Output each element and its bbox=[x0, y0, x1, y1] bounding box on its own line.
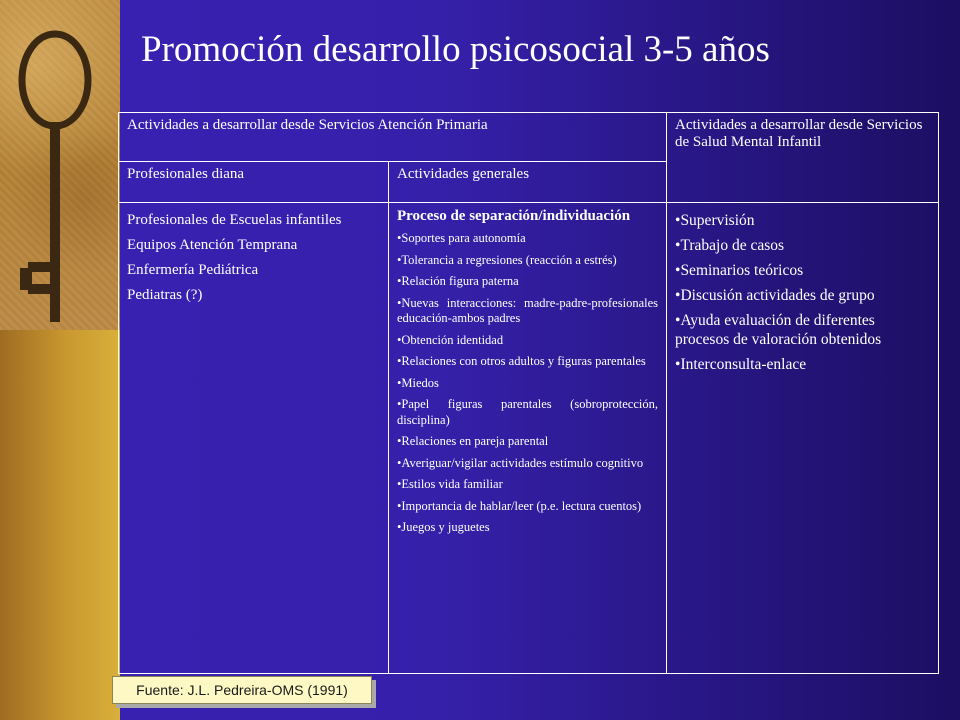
list-item: • Ayuda evaluación de diferentes procesos de valoración obtenidos bbox=[675, 311, 930, 349]
list-item: • Trabajo de casos bbox=[675, 236, 930, 255]
list-item: • Relaciones con otros adultos y figuras parentales bbox=[397, 354, 658, 370]
subheader-general-activities: Actividades generales bbox=[389, 162, 667, 203]
list-item: • Relación figura paterna bbox=[397, 274, 658, 290]
slide-title: Promoción desarrollo psicosocial 3-5 años bbox=[141, 29, 770, 70]
target-professionals-cell bbox=[119, 203, 389, 674]
source-citation: Fuente: J.L. Pedreira-OMS (1991) bbox=[112, 676, 372, 704]
list-item: • Papel figuras parentales (sobroprotección, disciplina) bbox=[397, 397, 658, 428]
list-item: Enfermería Pediátrica bbox=[127, 262, 259, 278]
list-item: • Juegos y juguetes bbox=[397, 520, 658, 536]
header-mental-health: Actividades a desarrollar desde Servicios de Salud Mental Infantil bbox=[667, 113, 939, 203]
general-activities-cell bbox=[389, 203, 667, 674]
list-item: • Interconsulta-enlace bbox=[675, 355, 930, 374]
antique-key-icon bbox=[0, 0, 120, 330]
list-item: • Averiguar/vigilar actividades estímulo cognitivo bbox=[397, 456, 658, 472]
general-activities-title: Proceso de separación/individuación bbox=[397, 208, 631, 224]
subheader-target-professionals: Profesionales diana bbox=[119, 162, 389, 203]
list-item: • Tolerancia a regresiones (reacción a estrés) bbox=[397, 253, 658, 269]
list-item: • Relaciones en pareja parental bbox=[397, 434, 658, 450]
list-item: • Supervisión bbox=[675, 211, 930, 230]
activities-table bbox=[118, 112, 939, 674]
list-item: • Seminarios teóricos bbox=[675, 261, 930, 280]
list-item: Profesionales de Escuelas infantiles bbox=[127, 212, 342, 228]
list-item: • Importancia de hablar/leer (p.e. lectura cuentos) bbox=[397, 499, 658, 515]
list-item: Equipos Atención Temprana bbox=[127, 237, 298, 253]
header-primary-care: Actividades a desarrollar desde Servicios Atención Primaria bbox=[119, 113, 667, 162]
list-item: • Soportes para autonomía bbox=[397, 231, 658, 247]
list-item: • Obtención identidad bbox=[397, 333, 658, 349]
list-item: Pediatras (?) bbox=[127, 287, 203, 303]
mental-health-activities-cell bbox=[667, 203, 939, 674]
list-item: • Nuevas interacciones: madre-padre-profesionales educación-ambos padres bbox=[397, 296, 658, 327]
list-item: • Estilos vida familiar bbox=[397, 477, 658, 493]
list-item: • Discusión actividades de grupo bbox=[675, 286, 930, 305]
list-item: • Miedos bbox=[397, 376, 658, 392]
